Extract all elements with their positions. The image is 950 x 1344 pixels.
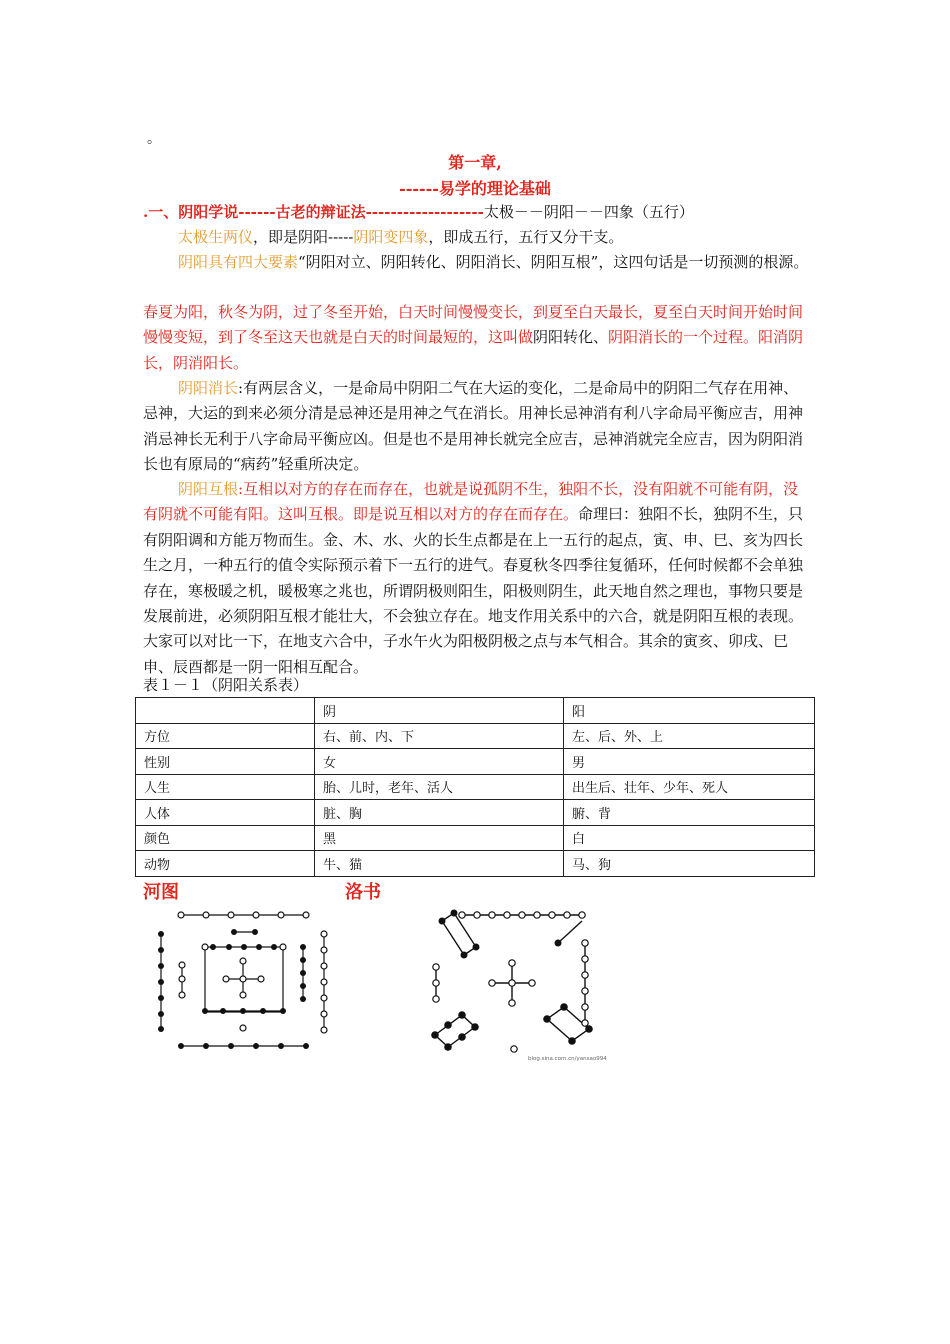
section-heading-red: .一、阴阳学说------古老的辩证法-------------------	[143, 203, 484, 221]
table-cell: 白	[564, 825, 815, 851]
table-header-cell	[136, 698, 315, 724]
yin-yang-table	[135, 697, 815, 877]
section-heading-black: 太极－－阴阳－－四象（五行）	[483, 203, 694, 221]
p2-term: 阴阳具有四大要素	[178, 253, 299, 271]
paragraph-3	[143, 300, 809, 376]
table-cell: 马、狗	[564, 851, 815, 877]
table-cell: 人生	[136, 774, 315, 800]
p2-text: “阴阳对立、阴阳转化、阴阳消长、阴阳互根”，这四句话是一切预测的根源。	[298, 253, 809, 271]
p5-text: 命理曰：独阳不长，独阴不生，只有阴阳调和方能万物而生。金、木、水、火的长生点都是在上一五行的起点，寅、申、巳、亥为四长生之月，一种五行的值令实际预示着下一五行的进气。春夏秋冬四季往复循环，任何时候都不会单独存在，寒极暖之机，暖极寒之兆也，所谓阴极则阳生，阳极则阴生，此天地自然之理也，事物只要是发展前进，必须阴阳互根才能壮大，不会独立存在。地支作用关系中的六合，就是阴阳互根的表现。大家可以对比一下，在地支六合中，子水午火为阳极阴极之点与本气相合。其余的寅亥、卯戌、巳申、辰酉都是一阴一阳相互配合。	[143, 505, 804, 676]
p4-text: :有两层含义，一是命局中阴阳二气在大运的变化，二是命局中的阴阳二气存在用神、忌神，大运的到来必须分清是忌神还是用神之气在消长。用神长忌神消有利八字命局平衡应吉，用神消忌神长无利于八字命局平衡应凶。但是也不是用神长就完全应吉，忌神消就完全应吉，因为阴阳消长也有原局的“病药”轻重所决定。	[143, 379, 804, 474]
p3-text-b: 阴阳转化、	[533, 328, 609, 347]
p1-term-a: 太极生两仪	[178, 228, 254, 246]
p1-text-b: ，即是阴阳-----	[253, 228, 354, 246]
table-row	[136, 774, 815, 800]
table-row	[136, 723, 815, 749]
table-header-row	[136, 698, 815, 724]
chapter-subtitle: ------易学的理论基础	[399, 179, 551, 198]
table-cell: 人体	[136, 800, 315, 826]
table-cell: 出生后、壮年、少年、死人	[564, 774, 815, 800]
table-cell: 动物	[136, 851, 315, 877]
paragraph-1	[143, 225, 809, 250]
p1-term-c: 阴阳变四象	[353, 228, 429, 246]
table-cell: 胎、儿时，老年、活人	[315, 774, 564, 800]
table-caption: 表１－１（阴阳关系表）	[143, 676, 309, 694]
table-cell: 颜色	[136, 825, 315, 851]
table-cell: 女	[315, 749, 564, 775]
table-cell: 男	[564, 749, 815, 775]
table-cell: 牛、猫	[315, 851, 564, 877]
table-cell: 左、后、外、上	[564, 723, 815, 749]
p5-term: 阴阳互根	[178, 480, 239, 498]
table-cell: 脏、胸	[315, 800, 564, 826]
table-cell: 右、前、内、下	[315, 723, 564, 749]
p3-text-c: 阴阳消长的一个过程。阳消阴长，阴消阳长。	[143, 328, 804, 372]
hetu-label: 河图	[143, 882, 179, 903]
section-heading	[143, 201, 843, 222]
table-row	[136, 851, 815, 877]
table-cell: 腑、背	[564, 800, 815, 826]
table-header-cell: 阴	[315, 698, 564, 724]
top-mark: 。	[147, 131, 161, 147]
hetu-diagram	[143, 903, 345, 1053]
paragraph-4	[143, 376, 809, 478]
table-cell: 方位	[136, 723, 315, 749]
luoshu-watermark: blog.sina.com.cn/yansao994	[528, 1056, 607, 1062]
table-row	[136, 825, 815, 851]
p5-text-red: :互相以对方的存在而存在，也就是说孤阴不生，独阳不长，没有阳就不可能有阴，没有阴就不可能有阳。这叫互根。即是说互相以对方的存在而存在。	[143, 480, 799, 524]
table-header-cell: 阳	[564, 698, 815, 724]
p3-text-a: 春夏为阳，秋冬为阴，过了冬至开始，白天时间慢慢变长，到夏至白天最长，夏至白天时间开始时间慢慢变短，到了冬至这天也就是白天的时间最短的，这叫做	[143, 303, 804, 347]
table-row	[136, 800, 815, 826]
p4-term: 阴阳消长	[178, 379, 239, 397]
table-cell: 黑	[315, 825, 564, 851]
luoshu-diagram	[420, 903, 608, 1063]
paragraph-5	[143, 477, 809, 680]
luoshu-label: 洛书	[345, 882, 381, 903]
paragraph-2	[143, 250, 809, 275]
table-cell: 性别	[136, 749, 315, 775]
p1-text-d: ，即成五行，五行又分干支。	[428, 228, 624, 246]
table-row	[136, 749, 815, 775]
chapter-title: 第一章,	[448, 153, 502, 172]
